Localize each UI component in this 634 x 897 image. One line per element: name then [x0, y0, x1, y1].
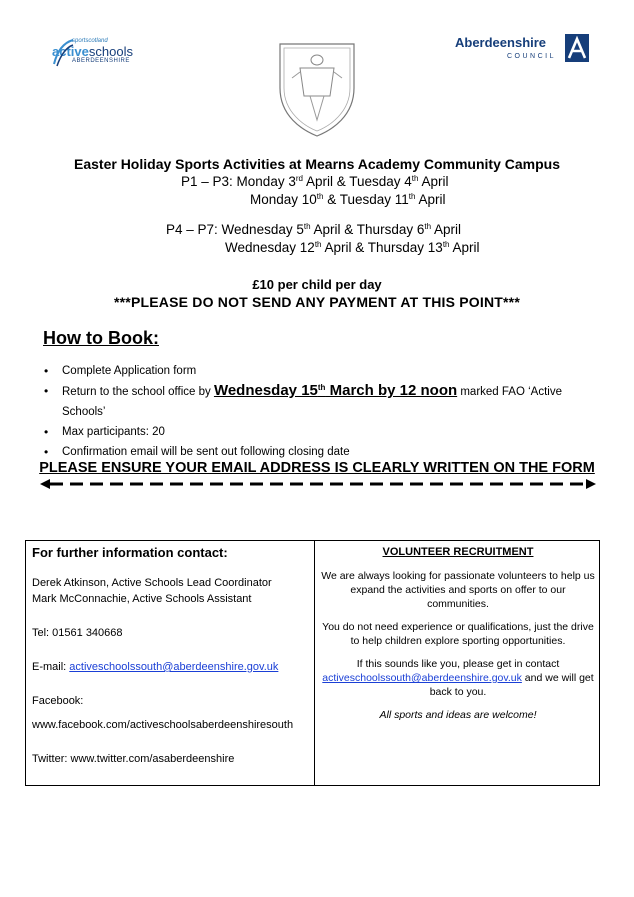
- deadline-date: Wednesday 15: [213, 382, 318, 399]
- facebook-label: Facebook:: [32, 695, 84, 707]
- active-schools-logo: [52, 38, 162, 70]
- date-text: & Tuesday 11: [323, 192, 409, 207]
- date-suffix: th: [411, 174, 419, 183]
- volunteer-para-2: You do not need experience or qualifications, just the drive to help children explore sporting opportunities.: [322, 621, 594, 647]
- date-suffix: th: [408, 192, 416, 201]
- volunteer-column: [320, 545, 596, 731]
- schedule-p1-p3-line2: [250, 192, 445, 207]
- list-item-text: Max participants: 20: [62, 426, 165, 438]
- deadline-text: [214, 382, 457, 399]
- contact-person-2: Mark McConnachie, Active Schools Assistant: [32, 593, 252, 605]
- date-text: Monday 3: [236, 174, 296, 189]
- ensure-email-notice: PLEASE ENSURE YOUR EMAIL ADDRESS IS CLEARLY WRITTEN ON THE FORM: [39, 460, 595, 476]
- date-text: April & Tuesday 4: [302, 174, 412, 189]
- swoosh-icon: [52, 38, 74, 68]
- schedule-dates: [237, 174, 449, 189]
- sportscotland-text: sportscotland: [72, 38, 108, 44]
- list-item: [44, 381, 599, 422]
- twitter-text: Twitter: www.twitter.com/asaberdeenshire: [32, 753, 235, 765]
- volunteer-para-1: We are always looking for passionate volunteers to help us expand the activities and sports on offer to our communities.: [321, 570, 595, 610]
- schedule-p4-p7-line2: [225, 240, 480, 255]
- date-text: April & Thursday 13: [321, 240, 443, 255]
- deadline-time: March by 12 noon: [325, 382, 458, 399]
- volunteer-para-4: All sports and ideas are welcome!: [379, 709, 537, 721]
- date-suffix: th: [442, 240, 450, 249]
- facebook-url: www.facebook.com/activeschoolsaberdeenshiresouth: [32, 719, 294, 731]
- date-suffix: rd: [295, 174, 303, 183]
- date-text: April: [449, 240, 480, 255]
- volunteer-para-3: [320, 657, 596, 699]
- list-item: [44, 422, 599, 442]
- date-text: April: [418, 174, 449, 189]
- date-text: April: [431, 222, 462, 237]
- column-divider: [314, 541, 315, 785]
- date-suffix: th: [424, 222, 432, 231]
- how-to-book-heading: How to Book:: [43, 328, 159, 348]
- deadline-suffix: th: [317, 383, 326, 392]
- contact-column: [32, 545, 308, 767]
- schedule-p1-p3-label: P1 – P3:: [181, 174, 237, 189]
- council-name: Aberdeenshire: [455, 35, 547, 50]
- list-item-text: Confirmation email will be sent out following closing date: [62, 446, 350, 458]
- wordmark-active: active: [52, 44, 89, 59]
- list-item: [44, 442, 599, 462]
- contact-heading: For further information contact:: [32, 545, 228, 560]
- schedule-p1-p3-line1: [181, 174, 448, 189]
- date-text: April & Thursday 6: [310, 222, 425, 237]
- contact-email-row: [32, 659, 308, 675]
- school-crest-icon: [272, 38, 362, 138]
- date-suffix: th: [316, 192, 324, 201]
- email-label: E-mail:: [32, 661, 70, 673]
- volunteer-heading: VOLUNTEER RECRUITMENT: [382, 546, 534, 558]
- how-to-book-list: [44, 361, 599, 462]
- page-title: Easter Holiday Sports Activities at Mearns Academy Community Campus: [74, 156, 560, 172]
- list-item-text: marked FAO ‘Active Schools’: [62, 386, 562, 418]
- list-item: [44, 361, 599, 381]
- date-text: April: [415, 192, 446, 207]
- no-payment-notice: ***PLEASE DO NOT SEND ANY PAYMENT AT THIS POINT***: [114, 294, 520, 310]
- contact-person-1: Derek Atkinson, Active Schools Lead Coordinator: [32, 577, 272, 589]
- wordmark-schools: schools: [88, 44, 133, 59]
- info-box: [25, 540, 600, 786]
- list-item-text: Complete Application form: [62, 365, 197, 377]
- date-suffix: th: [303, 222, 311, 231]
- schedule-dates: [222, 222, 461, 237]
- council-a-icon: [565, 34, 589, 62]
- date-text: Monday 10: [250, 192, 317, 207]
- contact-telephone: Tel: 01561 340668: [32, 627, 123, 639]
- double-arrow-divider: [38, 476, 598, 492]
- volunteer-para-3-text: and we will get back to you.: [429, 672, 594, 698]
- council-subtitle: COUNCIL: [507, 53, 557, 60]
- schedule-p4-p7-label: P4 – P7:: [166, 222, 222, 237]
- schedule-dates: [225, 240, 480, 255]
- volunteer-email-link[interactable]: activeschoolssouth@aberdeenshire.gov.uk: [322, 672, 522, 684]
- volunteer-para-3-text: If this sounds like you, please get in contact: [356, 658, 560, 670]
- date-text: Wednesday 12: [225, 240, 315, 255]
- price-text: £10 per child per day: [252, 277, 382, 292]
- schedule-dates: [250, 192, 445, 207]
- contact-email-link[interactable]: activeschoolssouth@aberdeenshire.gov.uk: [69, 661, 279, 673]
- date-text: Wednesday 5: [221, 222, 304, 237]
- list-item-text: Return to the school office by: [62, 386, 214, 398]
- schedule-p4-p7-line1: [166, 222, 461, 237]
- date-suffix: th: [314, 240, 322, 249]
- region-text: ABERDEENSHIRE: [72, 58, 130, 64]
- aberdeenshire-council-logo: [455, 34, 590, 64]
